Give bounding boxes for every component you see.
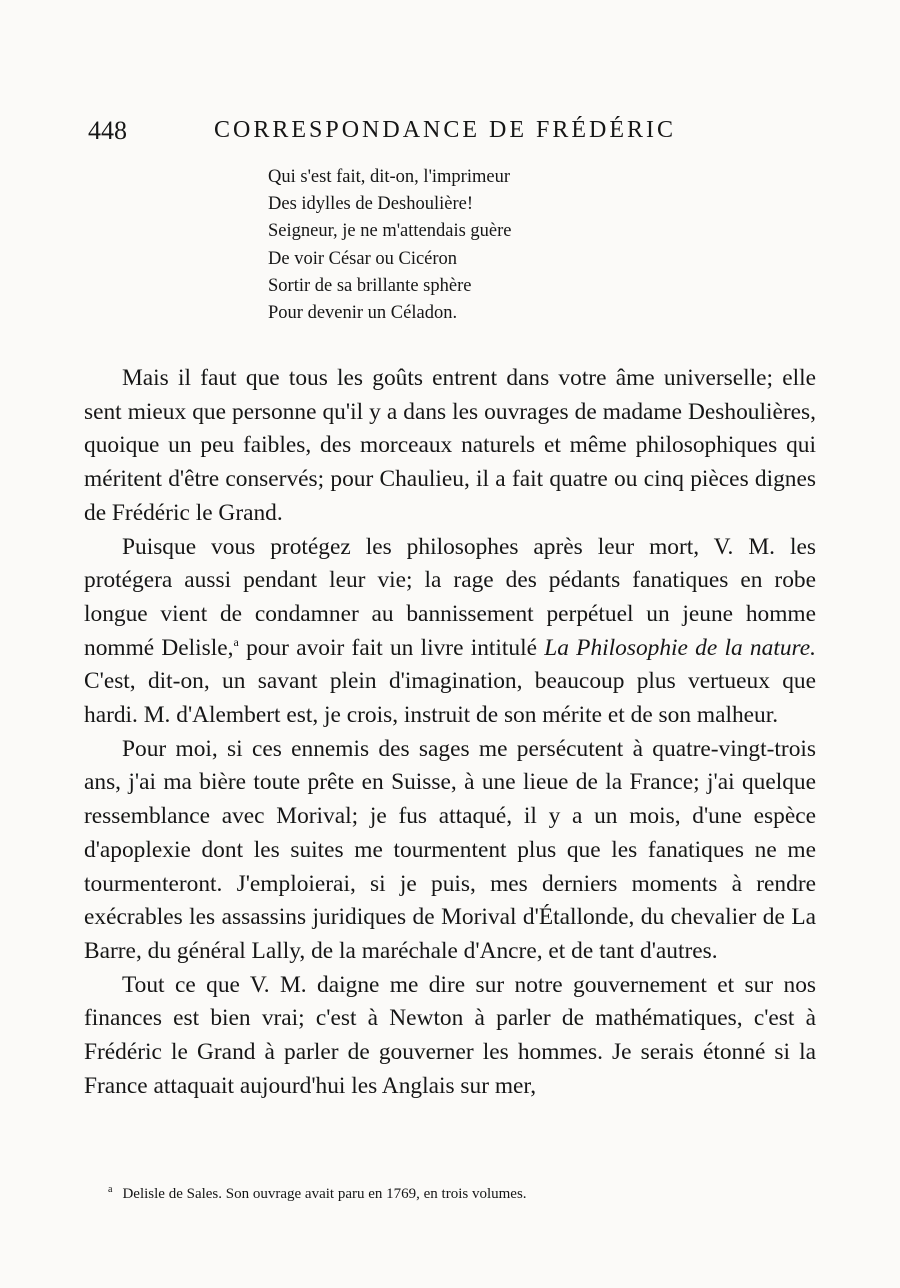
poem-line: De voir César ou Cicéron <box>268 248 458 269</box>
poem-line: Qui s'est fait, dit-on, l'imprimeur <box>268 167 510 187</box>
footnote-marker: a <box>108 1184 113 1195</box>
poem-line: Sortir de sa brillante sphère <box>268 275 472 296</box>
paragraph-2-text-end: C'est, dit-on, un savant plein d'imagination, beaucoup plus vertueux que hardi. M. d'Alembert est, je crois, instruit de son mérite et de son malheur. <box>84 668 816 729</box>
page-number: 448 <box>88 116 127 145</box>
poem-line: Des idylles de Deshoulière! <box>268 194 473 215</box>
page-header <box>88 116 688 146</box>
poem-line: Seigneur, je ne m'attendais guère <box>268 221 512 242</box>
paragraph-3: Pour moi, si ces ennemis des sages me persécutent à quatre-vingt-trois ans, j'ai ma bière toute prête en Suisse, à une lieue de la France; j'ai quelque ressemblance avec Morival; je fus attaqué, il y a un mois, d'une espèce d'apoplexie dont les suites me tourmentent plus que les fanatiques ne me tourmenteront. J'emploierai, si je puis, mes derniers moments à rendre exécrables les assassins juridiques de Morival d'Étallonde, du chevalier de La Barre, du général Lally, de la maréchale d'Ancre, et de tant d'autres. <box>84 735 816 964</box>
book-title: La Philosophie de la nature. <box>544 634 816 661</box>
footnote-reference[interactable]: a <box>233 634 239 649</box>
paragraph-4: Tout ce que V. M. daigne me dire sur notre gouvernement et sur nos finances est bien vrai; c'est à Newton à parler de mathématiques, c'est à Frédéric le Grand à parler de gouverner les hommes. Je serais étonné si la France attaquait aujourd'hui les Anglais sur mer, <box>84 971 816 1099</box>
paragraph-1: Mais il faut que tous les goûts entrent dans votre âme universelle; elle sent mieux que personne qu'il y a dans les ouvrages de madame Deshoulières, quoique un peu faibles, des morceaux naturels et même philosophiques qui méritent d'être conservés; pour Chaulieu, il a fait quatre ou cinq pièces dignes de Frédéric le Grand. <box>84 365 816 526</box>
paragraph-2-text-start: Puisque vous protégez les philosophes après leur mort, V. M. les protégera aussi pendant leur vie; la rage des pédants fanatiques en robe longue vient de condamner au bannissement perpétuel un jeune homme nommé Delisle, <box>84 533 816 661</box>
footnote-text: Delisle de Sales. Son ouvrage avait paru en 1769, en trois volumes. <box>122 1186 527 1202</box>
running-title: CORRESPONDANCE DE FRÉDÉRIC <box>214 117 677 143</box>
poem-stanza <box>268 164 512 327</box>
footnote <box>108 1180 728 1204</box>
paragraph-2 <box>84 531 816 733</box>
paragraph-2-text-middle: pour avoir fait un livre intitulé <box>238 634 545 661</box>
letter-body <box>84 362 816 1103</box>
poem-line: Pour devenir un Céladon. <box>268 303 458 324</box>
